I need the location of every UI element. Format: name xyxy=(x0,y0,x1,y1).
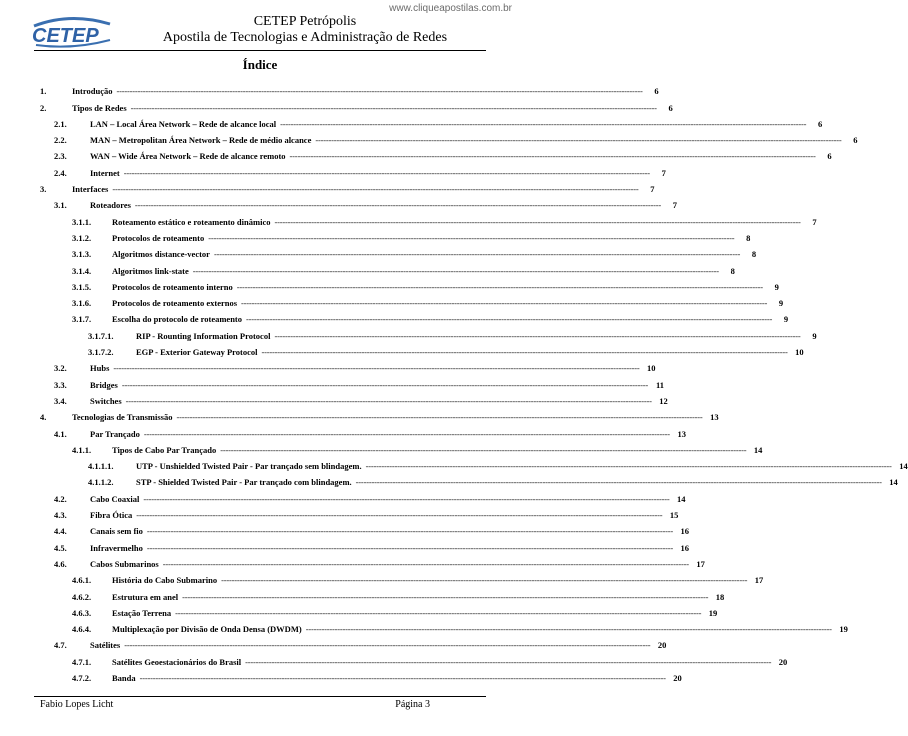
toc-entry[interactable] xyxy=(40,259,735,276)
table-of-contents xyxy=(40,80,908,683)
toc-entry-number: 3.1.5. xyxy=(72,281,92,292)
toc-entry-title: Protocolos de roteamento externos xyxy=(112,298,238,309)
toc-entry-number: 1. xyxy=(40,86,47,97)
toc-entry[interactable] xyxy=(40,422,686,439)
toc-entry-title: Tipos de Redes xyxy=(72,102,127,113)
toc-entry-page: 20 xyxy=(778,656,788,667)
toc-entry[interactable] xyxy=(40,569,764,586)
toc-entry-title: LAN – Local Área Network – Rede de alcance local xyxy=(90,118,277,129)
toc-entry-leader: -------------------------------------------------------------------------------------------------------------------------------------------------------------------------------------------------------- xyxy=(116,86,643,97)
toc-entry-title: Interfaces xyxy=(72,184,109,195)
toc-entry-title: Algoritmos link-state xyxy=(112,265,189,276)
toc-entry[interactable] xyxy=(40,276,779,292)
toc-entry[interactable] xyxy=(40,406,719,423)
toc-entry-leader: -------------------------------------------------------------------------------------------------------------------------------------------------------------------------------------------------------- xyxy=(246,314,773,325)
toc-entry-page: 11 xyxy=(655,379,664,390)
toc-entry-page: 6 xyxy=(668,102,673,113)
toc-entry-leader: -------------------------------------------------------------------------------------------------------------------------------------------------------------------------------------------------------- xyxy=(208,232,735,243)
toc-entry[interactable] xyxy=(40,145,832,162)
toc-entry-page: 7 xyxy=(650,184,655,195)
toc-entry-number: 4.6. xyxy=(54,558,67,569)
toc-entry-leader: -------------------------------------------------------------------------------------------------------------------------------------------------------------------------------------------------------- xyxy=(315,135,842,146)
logo-text: CETEP xyxy=(32,25,99,47)
toc-entry-page: 14 xyxy=(753,444,763,455)
toc-entry-leader: -------------------------------------------------------------------------------------------------------------------------------------------------------------------------------------------------------- xyxy=(123,167,650,178)
toc-entry-page: 13 xyxy=(710,412,719,423)
toc-entry-page: 7 xyxy=(812,216,817,227)
toc-entry-page: 20 xyxy=(673,672,682,683)
toc-entry-title: História do Cabo Submarino xyxy=(112,575,218,586)
toc-entry[interactable] xyxy=(40,439,763,455)
toc-entry-leader: -------------------------------------------------------------------------------------------------------------------------------------------------------------------------------------------------------- xyxy=(274,330,801,341)
toc-entry-number: 4.6.1. xyxy=(72,575,92,586)
toc-entry-leader: -------------------------------------------------------------------------------------------------------------------------------------------------------------------------------------------------------- xyxy=(220,444,747,455)
toc-entry-title: Banda xyxy=(112,672,136,683)
toc-entry[interactable] xyxy=(40,455,908,472)
toc-entry-title: Par Trançado xyxy=(90,428,140,439)
toc-entry-title: Satélites Geoestacionários do Brasil xyxy=(112,656,242,667)
toc-entry-number: 4.1. xyxy=(54,428,67,439)
toc-entry[interactable] xyxy=(40,585,725,602)
toc-entry-number: 3.1.3. xyxy=(72,249,92,260)
toc-entry-page: 13 xyxy=(677,428,686,439)
toc-entry-number: 4.1.1.2. xyxy=(88,477,114,488)
toc-entry-title: Tipos de Cabo Par Trançado xyxy=(112,444,217,455)
toc-entry-number: 4.1.1.1. xyxy=(88,461,114,472)
toc-entry-leader: -------------------------------------------------------------------------------------------------------------------------------------------------------------------------------------------------------- xyxy=(112,184,639,195)
toc-entry-leader: -------------------------------------------------------------------------------------------------------------------------------------------------------------------------------------------------------- xyxy=(274,216,801,227)
toc-entry-title: Introdução xyxy=(72,86,113,97)
toc-entry-title: Bridges xyxy=(90,379,118,390)
toc-entry-title: MAN – Metropolitan Área Network – Rede de médio alcance xyxy=(90,135,312,146)
toc-entry-title: Satélites xyxy=(90,640,121,651)
toc-entry-title: RIP - Rounting Information Protocol xyxy=(136,330,271,341)
toc-entry-number: 2.4. xyxy=(54,167,67,178)
toc-entry[interactable] xyxy=(40,341,804,358)
toc-entry-number: 3.1.4. xyxy=(72,265,92,276)
footer-divider xyxy=(34,696,486,697)
toc-entry-title: Infravermelho xyxy=(90,542,143,553)
toc-entry-number: 3.3. xyxy=(54,379,67,390)
toc-entry-leader: -------------------------------------------------------------------------------------------------------------------------------------------------------------------------------------------------------- xyxy=(365,461,892,472)
page-header xyxy=(130,14,480,46)
toc-entry-title: STP - Shielded Twisted Pair - Par trançado com blindagem. xyxy=(136,477,352,488)
toc-entry-number: 4.7.1. xyxy=(72,656,92,667)
toc-entry-number: 4.4. xyxy=(54,526,67,537)
toc-entry-page: 6 xyxy=(817,118,823,129)
toc-entry-leader: -------------------------------------------------------------------------------------------------------------------------------------------------------------------------------------------------------- xyxy=(182,591,709,602)
toc-entry-title: Estrutura em anel xyxy=(112,591,179,602)
toc-entry-number: 3.1.7.1. xyxy=(88,330,114,341)
toc-entry-page: 19 xyxy=(708,607,718,618)
toc-entry-page: 17 xyxy=(754,575,764,586)
toc-entry-number: 3.1.2. xyxy=(72,232,92,243)
toc-entry[interactable] xyxy=(40,471,898,488)
toc-entry-page: 14 xyxy=(899,461,908,472)
toc-entry[interactable] xyxy=(40,243,757,260)
toc-entry-page: 7 xyxy=(661,167,666,178)
toc-entry-page: 8 xyxy=(730,265,735,276)
toc-entry-number: 3.1. xyxy=(54,200,67,211)
toc-entry[interactable] xyxy=(40,129,858,146)
toc-entry-leader: -------------------------------------------------------------------------------------------------------------------------------------------------------------------------------------------------------- xyxy=(134,200,662,211)
toc-entry-page: 7 xyxy=(672,200,678,211)
toc-entry-page: 6 xyxy=(654,86,659,97)
toc-entry[interactable] xyxy=(40,504,679,521)
toc-entry-page: 15 xyxy=(669,510,679,521)
toc-entry[interactable] xyxy=(40,373,664,390)
toc-entry-title: Canais sem fio xyxy=(90,526,143,537)
toc-entry[interactable] xyxy=(40,194,678,211)
toc-entry-page: 9 xyxy=(783,314,789,325)
toc-entry-number: 2.2. xyxy=(54,135,67,146)
toc-entry[interactable] xyxy=(40,357,656,374)
toc-entry-leader: -------------------------------------------------------------------------------------------------------------------------------------------------------------------------------------------------------- xyxy=(124,640,651,651)
toc-entry-page: 19 xyxy=(839,624,848,635)
header-subtitle: Apostila de Tecnologias e Administração de Redes xyxy=(162,30,448,45)
toc-entry[interactable] xyxy=(40,390,668,406)
toc-entry-page: 9 xyxy=(774,281,779,292)
toc-entry-title: Tecnologias de Transmissão xyxy=(72,412,173,423)
toc-entry-number: 2.3. xyxy=(54,151,67,162)
toc-entry-leader: -------------------------------------------------------------------------------------------------------------------------------------------------------------------------------------------------------- xyxy=(125,395,652,406)
toc-entry-leader: -------------------------------------------------------------------------------------------------------------------------------------------------------------------------------------------------------- xyxy=(245,656,772,667)
toc-entry-leader: -------------------------------------------------------------------------------------------------------------------------------------------------------------------------------------------------------- xyxy=(261,347,788,358)
toc-entry[interactable] xyxy=(40,113,823,129)
toc-entry-page: 10 xyxy=(647,363,656,374)
toc-heading: Índice xyxy=(242,57,278,72)
toc-entry-leader: -------------------------------------------------------------------------------------------------------------------------------------------------------------------------------------------------------- xyxy=(113,363,640,374)
toc-entry-number: 4.6.3. xyxy=(72,607,92,618)
toc-entry-leader: -------------------------------------------------------------------------------------------------------------------------------------------------------------------------------------------------------- xyxy=(192,265,719,276)
toc-entry-page: 17 xyxy=(696,558,705,569)
toc-entry[interactable] xyxy=(40,178,655,195)
toc-entry-page: 14 xyxy=(676,493,686,504)
toc-entry[interactable] xyxy=(40,650,788,667)
toc-entry-leader: -------------------------------------------------------------------------------------------------------------------------------------------------------------------------------------------------------- xyxy=(280,118,807,129)
toc-entry-number: 4.1.1. xyxy=(72,444,92,455)
toc-entry-leader: -------------------------------------------------------------------------------------------------------------------------------------------------------------------------------------------------------- xyxy=(221,575,748,586)
toc-entry-number: 4.7. xyxy=(54,640,67,651)
toc-entry-title: Cabos Submarinos xyxy=(90,558,159,569)
toc-entry-title: Hubs xyxy=(90,363,110,374)
toc-entry[interactable] xyxy=(40,536,690,553)
toc-entry-leader: -------------------------------------------------------------------------------------------------------------------------------------------------------------------------------------------------------- xyxy=(162,558,689,569)
toc-entry-page: 9 xyxy=(812,330,817,341)
toc-entry-leader: -------------------------------------------------------------------------------------------------------------------------------------------------------------------------------------------------------- xyxy=(175,607,702,618)
toc-entry-leader: -------------------------------------------------------------------------------------------------------------------------------------------------------------------------------------------------------- xyxy=(130,102,657,113)
toc-entry[interactable] xyxy=(40,553,705,569)
toc-entry-leader: -------------------------------------------------------------------------------------------------------------------------------------------------------------------------------------------------------- xyxy=(355,477,882,488)
footer-author: Fabio Lopes Licht xyxy=(40,699,114,710)
toc-entry-page: 20 xyxy=(657,640,667,651)
toc-entry-title: Algoritmos distance-vector xyxy=(112,249,210,260)
toc-entry-leader: -------------------------------------------------------------------------------------------------------------------------------------------------------------------------------------------------------- xyxy=(305,624,832,635)
toc-entry-title: EGP - Exterior Gateway Protocol xyxy=(136,347,258,358)
toc-entry[interactable] xyxy=(40,602,718,618)
toc-entry[interactable] xyxy=(40,667,682,683)
toc-entry-number: 4.2. xyxy=(54,493,67,504)
toc-entry-leader: -------------------------------------------------------------------------------------------------------------------------------------------------------------------------------------------------------- xyxy=(146,526,674,537)
toc-entry-number: 3.1.7.2. xyxy=(88,347,114,358)
toc-entry-page: 8 xyxy=(746,232,751,243)
toc-entry-leader: -------------------------------------------------------------------------------------------------------------------------------------------------------------------------------------------------------- xyxy=(143,428,670,439)
toc-entry-title: Protocolos de roteamento xyxy=(112,232,205,243)
header-divider xyxy=(34,50,486,51)
toc-entry-leader: -------------------------------------------------------------------------------------------------------------------------------------------------------------------------------------------------------- xyxy=(241,298,768,309)
toc-entry-title: Roteamento estático e roteamento dinâmico xyxy=(112,216,271,227)
toc-entry-title: Internet xyxy=(90,167,120,178)
toc-entry-number: 2.1. xyxy=(54,118,67,129)
toc-entry-page: 16 xyxy=(680,542,690,553)
toc-entry[interactable] xyxy=(40,227,751,243)
toc-entry-title: Roteadores xyxy=(90,200,131,211)
toc-entry-number: 3.1.6. xyxy=(72,298,92,309)
toc-entry-page: 6 xyxy=(827,151,832,162)
toc-entry-title: Switches xyxy=(90,395,122,406)
toc-entry-page: 16 xyxy=(680,526,690,537)
toc-entry-number: 4. xyxy=(40,412,47,423)
toc-entry-title: UTP - Unshielded Twisted Pair - Par trançado sem blindagem. xyxy=(136,461,362,472)
toc-entry[interactable] xyxy=(40,80,659,97)
toc-entry-leader: -------------------------------------------------------------------------------------------------------------------------------------------------------------------------------------------------------- xyxy=(213,249,741,260)
toc-entry-number: 4.6.4. xyxy=(72,624,92,635)
toc-entry-title: Fibra Ótica xyxy=(90,510,133,521)
toc-entry-number: 3. xyxy=(40,184,47,195)
toc-entry-title: Cabo Coaxial xyxy=(90,493,140,504)
toc-entry-page: 18 xyxy=(715,591,725,602)
toc-entry-leader: -------------------------------------------------------------------------------------------------------------------------------------------------------------------------------------------------------- xyxy=(121,379,648,390)
toc-entry-number: 2. xyxy=(40,102,47,113)
toc-entry-leader: -------------------------------------------------------------------------------------------------------------------------------------------------------------------------------------------------------- xyxy=(136,510,663,521)
toc-entry[interactable] xyxy=(40,96,673,113)
toc-entry-leader: -------------------------------------------------------------------------------------------------------------------------------------------------------------------------------------------------------- xyxy=(236,281,763,292)
toc-entry-number: 4.6.2. xyxy=(72,591,92,602)
toc-entry-page: 9 xyxy=(778,298,784,309)
toc-entry-number: 3.1.1. xyxy=(72,216,92,227)
toc-entry-title: WAN – Wide Área Network – Rede de alcance remoto xyxy=(90,151,286,162)
toc-entry-leader: -------------------------------------------------------------------------------------------------------------------------------------------------------------------------------------------------------- xyxy=(176,412,703,423)
cetep-logo xyxy=(30,14,114,48)
toc-entry[interactable] xyxy=(40,292,784,309)
toc-entry-number: 3.4. xyxy=(54,395,67,406)
toc-entry[interactable] xyxy=(40,520,690,537)
footer-page-number: Página 3 xyxy=(395,699,430,710)
toc-entry-page: 8 xyxy=(751,249,757,260)
toc-entry-leader: -------------------------------------------------------------------------------------------------------------------------------------------------------------------------------------------------------- xyxy=(146,542,674,553)
toc-entry[interactable] xyxy=(40,487,686,504)
toc-entry-number: 4.5. xyxy=(54,542,67,553)
header-title: CETEP Petrópolis xyxy=(253,14,357,29)
toc-entry-page: 10 xyxy=(795,347,804,358)
toc-entry-title: Protocolos de roteamento interno xyxy=(112,281,233,292)
toc-entry-page: 14 xyxy=(889,477,898,488)
toc-entry-number: 4.3. xyxy=(54,510,67,521)
toc-entry[interactable] xyxy=(40,161,666,178)
toc-entry-page: 6 xyxy=(853,135,858,146)
toc-entry-title: Multiplexação por Divisão de Onda Densa (DWDM) xyxy=(112,624,302,635)
toc-entry[interactable] xyxy=(40,210,817,227)
toc-entry-page: 12 xyxy=(659,395,668,406)
toc-entry-number: 3.1.7. xyxy=(72,314,92,325)
toc-entry-leader: -------------------------------------------------------------------------------------------------------------------------------------------------------------------------------------------------------- xyxy=(289,151,816,162)
toc-entry[interactable] xyxy=(40,308,789,325)
toc-entry[interactable] xyxy=(40,324,817,341)
toc-entry-leader: -------------------------------------------------------------------------------------------------------------------------------------------------------------------------------------------------------- xyxy=(143,493,670,504)
toc-entry-title: Estação Terrena xyxy=(112,607,172,618)
toc-entry[interactable] xyxy=(40,634,667,651)
toc-entry-number: 4.7.2. xyxy=(72,672,92,683)
toc-entry[interactable] xyxy=(40,618,848,635)
toc-entry-leader: -------------------------------------------------------------------------------------------------------------------------------------------------------------------------------------------------------- xyxy=(139,672,666,683)
toc-entry-title: Escolha do protocolo de roteamento xyxy=(112,314,243,325)
toc-entry-number: 3.2. xyxy=(54,363,67,374)
site-watermark: www.cliqueapostilas.com.br xyxy=(389,3,512,14)
